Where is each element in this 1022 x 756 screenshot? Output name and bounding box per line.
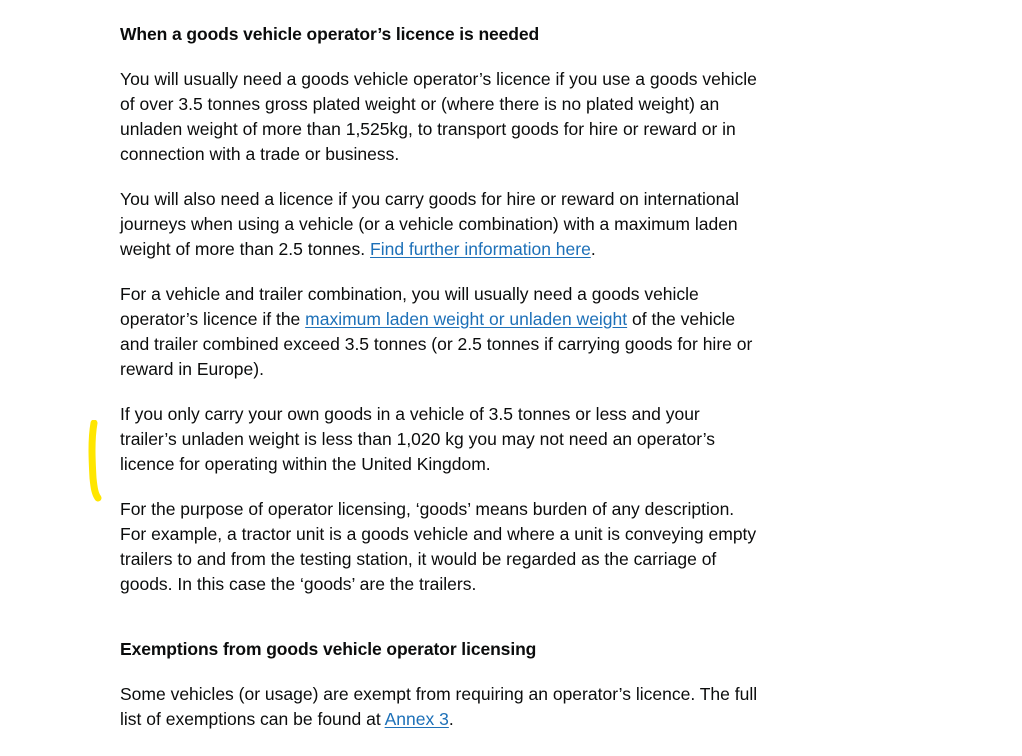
paragraph-exemptions [120, 682, 760, 732]
section-heading-exemptions: Exemptions from goods vehicle operator licensing [120, 639, 537, 659]
guidance-content [120, 22, 760, 732]
paragraph-text: For a vehicle and trailer combination, you will usually need a goods vehicle operator’s licence if the [120, 284, 699, 329]
paragraph-own-goods: If you only carry your own goods in a vehicle of 3.5 tonnes or less and your trailer’s unladen weight is less than 1,020 kg you may not need an operator’s licence for operating within the United Kingdom. [120, 404, 716, 474]
paragraph-goods-definition: For the purpose of operator licensing, ‘goods’ means burden of any description. For example, a tractor unit is a goods vehicle and where a unit is conveying empty trailers to and from the testing station, it would be regarded as the carriage of goods. In this case the ‘goods’ are the trailers. [120, 499, 757, 594]
section-heading-licence-needed: When a goods vehicle operator’s licence is needed [120, 24, 540, 44]
paragraph-text-end: . [448, 709, 454, 729]
find-further-information-link[interactable]: Find further information here [370, 239, 591, 259]
paragraph-text: Some vehicles (or usage) are exempt from requiring an operator’s licence. The full list of exemptions can be found at [120, 684, 758, 729]
paragraph-text: You will also need a licence if you carry goods for hire or reward on international journeys when using a vehicle (or a vehicle combination) with a maximum laden weight of more than 2.5 tonnes. [120, 189, 740, 259]
paragraph-text-end: . [590, 239, 596, 259]
paragraph-licence-requirement: You will usually need a goods vehicle operator’s licence if you use a goods vehicle of over 3.5 tonnes gross plated weight or (where there is no plated weight) an unladen weight of more than 1,525kg, to transport goods for hire or reward or in connection with a trade or business. [120, 69, 757, 164]
maximum-laden-weight-link[interactable]: maximum laden weight or unladen weight [305, 309, 628, 329]
yellow-highlighter-mark [88, 420, 108, 507]
annex-3-link[interactable]: Annex 3 [384, 709, 449, 729]
paragraph-trailer-combination [120, 282, 760, 382]
paragraph-international-journeys [120, 187, 760, 262]
paragraph-text-end: of the vehicle and trailer combined exceed 3.5 tonnes (or 2.5 tonnes if carrying goods for hire or reward in Europe). [120, 309, 753, 379]
